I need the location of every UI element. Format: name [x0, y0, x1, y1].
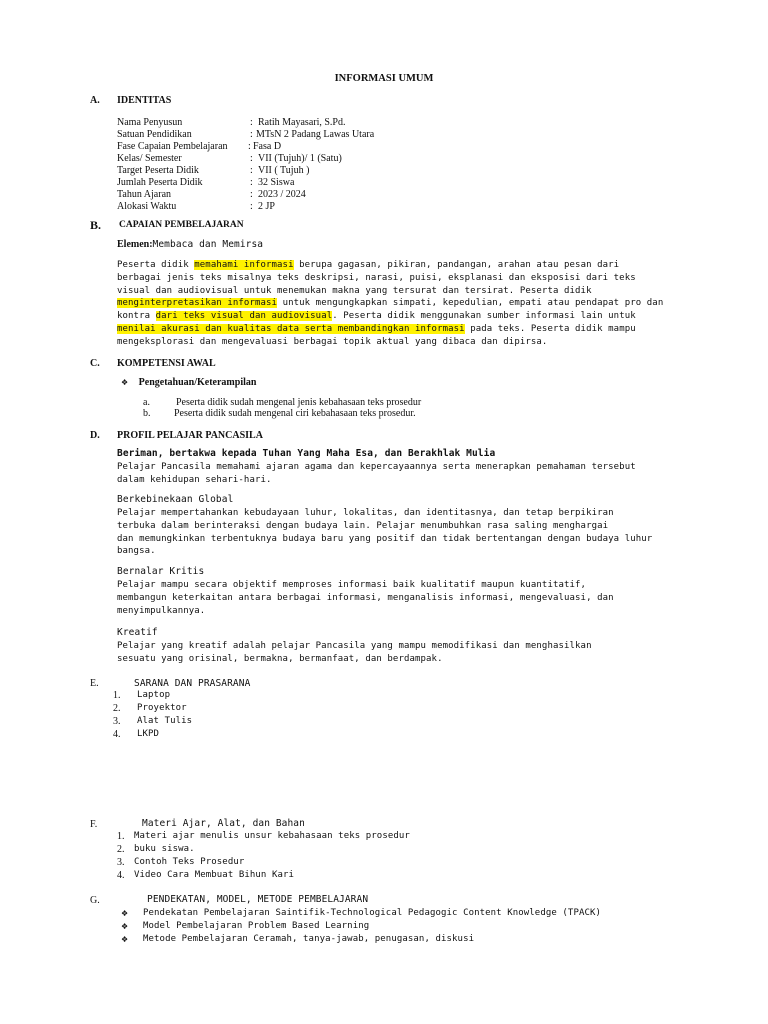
identitas-label: Jumlah Peserta Didik — [117, 177, 203, 188]
identitas-value: VII ( Tujuh ) — [258, 165, 310, 176]
profil-block-title: Bernalar Kritis — [117, 566, 205, 577]
profil-line: dalam kehidupan sehari-hari. — [117, 474, 272, 485]
identitas-label: Alokasi Waktu — [117, 201, 177, 212]
identitas-colon: : — [248, 141, 251, 152]
capaian-text: pada teks. Peserta didik mampu — [464, 323, 636, 334]
profil-line: Pelajar yang kreatif adalah pelajar Pancasila yang mampu memodifikasi dan menghasilkan — [117, 641, 592, 651]
diamond-bullet-icon: ❖ — [121, 935, 129, 944]
profil-block-title: Berkebinekaan Global — [117, 494, 234, 505]
kompetensi-item-marker: a. — [143, 397, 150, 408]
diamond-bullet-icon: ❖ — [121, 922, 129, 931]
section-a-letter: A. — [90, 95, 100, 106]
list-item: Metode Pembelajaran Ceramah, tanya-jawab, penugasan, diskusi — [143, 934, 475, 944]
identitas-row — [0, 165, 768, 177]
section-d-heading: PROFIL PELAJAR PANCASILA — [117, 430, 263, 441]
identitas-label: Satuan Pendidikan — [117, 129, 192, 140]
list-item: Video Cara Membuat Bihun Kari — [134, 870, 295, 880]
capaian-line — [117, 323, 652, 336]
capaian-text: untuk mengungkapkan simpati, kepedulian, empati atau pendapat pro dan — [277, 298, 664, 309]
section-e-letter: E. — [90, 678, 99, 689]
identitas-value: Fasa D — [253, 141, 282, 152]
capaian-line — [117, 297, 664, 310]
capaian-text: . Peserta didik menggunakan sumber informasi lain untuk — [332, 311, 636, 322]
profil-line: Pelajar Pancasila memahami ajaran agama dan kepercayaannya serta menerapkan pemahaman tersebut — [117, 462, 636, 472]
identitas-colon: : — [250, 189, 253, 200]
kompetensi-subheading: Pengetahuan/Keterampilan — [138, 377, 257, 388]
elemen-line — [117, 239, 263, 250]
section-g-heading: PENDEKATAN, MODEL, METODE PEMBELAJARAN — [147, 894, 369, 905]
capaian-paragraph — [117, 259, 664, 349]
capaian-highlight: memahami informasi — [194, 260, 294, 270]
identitas-row — [0, 129, 768, 141]
profil-block-text — [117, 461, 652, 487]
kompetensi-item-marker: b. — [143, 408, 151, 419]
section-f-letter: F. — [90, 819, 98, 830]
kompetensi-item-text: Peserta didik sudah mengenal jenis kebahasaan teks prosedur — [176, 397, 422, 408]
identitas-row — [0, 153, 768, 165]
profil-line: dan memungkinkan terbentuknya budaya baru yang positif dan tidak bertentangan dengan budaya luhur — [117, 533, 653, 544]
list-item: Laptop — [137, 690, 171, 700]
identitas-label: Nama Penyusun — [117, 117, 183, 128]
section-f-heading: Materi Ajar, Alat, dan Bahan — [142, 818, 305, 829]
list-item: Model Pembelajaran Problem Based Learning — [143, 921, 370, 931]
capaian-line: berbagai jenis teks misalnya teks deskripsi, narasi, puisi, eksplanasi dan eksposisi dari teks — [117, 272, 636, 283]
elemen-label: Elemen: — [117, 239, 153, 250]
capaian-highlight: dari teks visual dan audiovisual — [155, 311, 333, 322]
list-number: 1. — [113, 690, 121, 701]
profil-line: terbuka dalam berinteraksi dengan budaya lain. Pelajar menumbuhkan rasa saling menghargai — [117, 520, 609, 531]
identitas-colon: : — [250, 165, 253, 176]
page-title: INFORMASI UMUM — [334, 73, 434, 84]
section-c-heading: KOMPETENSI AWAL — [117, 358, 216, 369]
identitas-row — [0, 201, 768, 213]
list-number: 3. — [117, 857, 125, 868]
list-number: 2. — [117, 844, 125, 855]
identitas-row — [0, 141, 768, 153]
list-item: Proyektor — [137, 703, 187, 713]
profil-block-text — [117, 507, 652, 558]
list-number: 4. — [113, 729, 121, 740]
list-item: LKPD — [137, 729, 160, 739]
section-g-letter: G. — [90, 895, 100, 906]
kompetensi-subheading-row — [121, 377, 256, 388]
identitas-colon: : — [250, 177, 253, 188]
identitas-label: Target Peserta Didik — [117, 165, 199, 176]
profil-block-title: Beriman, bertakwa kepada Tuhan Yang Maha Esa, dan Berakhlak Mulia — [117, 448, 496, 459]
identitas-colon: : — [250, 201, 253, 212]
diamond-bullet-icon: ❖ — [121, 909, 129, 918]
identitas-colon: : — [250, 153, 253, 164]
identitas-label: Kelas/ Semester — [117, 153, 182, 164]
profil-line: Pelajar mempertahankan kebudayaan luhur, lokalitas, dan identitasnya, dan tetap berpikiran — [117, 508, 614, 518]
list-item: Alat Tulis — [137, 716, 193, 726]
identitas-value: Ratih Mayasari, S.Pd. — [258, 117, 346, 128]
list-item: Pendekatan Pembelajaran Saintifik-Technological Pedagogic Content Knowledge (TPACK) — [143, 908, 602, 918]
capaian-highlight: menilai akurasi dan kualitas data serta membandingkan informasi — [117, 323, 465, 334]
identitas-value: 2023 / 2024 — [258, 189, 306, 200]
capaian-line — [117, 310, 652, 323]
list-number: 4. — [117, 870, 125, 881]
identitas-colon: : — [250, 117, 253, 128]
capaian-line — [117, 259, 652, 272]
profil-line: bangsa. — [117, 546, 156, 557]
capaian-highlight: menginterpretasikan informasi — [117, 298, 278, 309]
identitas-value: 32 Siswa — [258, 177, 295, 188]
elemen-value: Membaca dan Memirsa — [152, 239, 264, 250]
identitas-colon: : — [250, 129, 253, 140]
identitas-row — [0, 189, 768, 201]
diamond-bullet-icon: ❖ — [121, 378, 129, 387]
section-a-heading: IDENTITAS — [117, 95, 172, 106]
capaian-text: Peserta didik — [117, 260, 195, 270]
identitas-row — [0, 117, 768, 129]
section-d-letter: D. — [90, 430, 100, 441]
identitas-label: Tahun Ajaran — [117, 189, 172, 200]
profil-block-text — [117, 640, 652, 666]
identitas-row — [0, 177, 768, 189]
identitas-value: VII (Tujuh)/ 1 (Satu) — [258, 153, 342, 164]
profil-line: Pelajar mampu secara objektif memproses informasi baik kualitatif maupun kuantitatif, — [117, 580, 587, 590]
identitas-value: MTsN 2 Padang Lawas Utara — [256, 129, 375, 140]
kompetensi-item-text: Peserta didik sudah mengenal ciri kebahasaan teks prosedur. — [174, 408, 416, 419]
section-e-heading: SARANA DAN PRASARANA — [134, 678, 251, 689]
list-number: 3. — [113, 716, 121, 727]
list-number: 2. — [113, 703, 121, 714]
capaian-line: mengeksplorasi dan mengevaluasi berbagai topik aktual yang dibaca dan dipirsa. — [117, 336, 548, 347]
capaian-text: berupa gagasan, pikiran, pandangan, arahan atau pesan dari — [293, 260, 620, 270]
profil-line: sesuatu yang orisinal, bermakna, bermanfaat, dan berdampak. — [117, 653, 443, 664]
profil-block-title: Kreatif — [117, 627, 158, 638]
profil-line: menyimpulkannya. — [117, 605, 206, 616]
list-number: 1. — [117, 831, 125, 842]
list-item: Materi ajar menulis unsur kebahasaan teks prosedur — [134, 831, 410, 841]
section-b-heading: CAPAIAN PEMBELAJARAN — [119, 220, 244, 230]
capaian-line: visual dan audiovisual untuk menemukan makna yang tersurat dan tersirat. Peserta didik — [117, 285, 592, 296]
section-c-letter: C. — [90, 358, 100, 369]
list-item: buku siswa. — [134, 844, 195, 854]
list-item: Contoh Teks Prosedur — [134, 857, 245, 867]
profil-line: membangun keterkaitan antara berbagai informasi, menganalisis informasi, mengevaluasi, dan — [117, 592, 614, 603]
identitas-value: 2 JP — [258, 201, 275, 212]
section-b-letter: B. — [90, 218, 102, 232]
profil-block-text — [117, 579, 652, 617]
capaian-text: kontra — [117, 311, 156, 322]
identitas-label: Fase Capaian Pembelajaran — [117, 141, 228, 152]
